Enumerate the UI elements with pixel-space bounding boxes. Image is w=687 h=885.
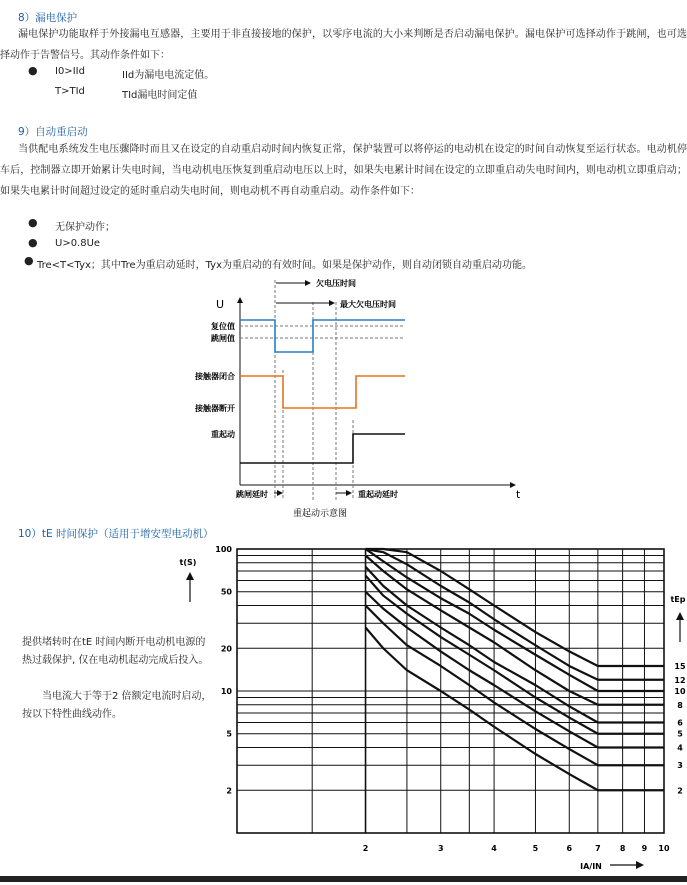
x-tick-label: 9 <box>641 844 648 853</box>
y-tick-label: 20 <box>220 644 232 654</box>
bullet-dot: ● <box>28 236 38 249</box>
bullet-dot: ● <box>24 254 34 267</box>
curve-tep-12 <box>366 549 664 680</box>
sec10-side-text-1: 提供堵转时在tE 时间内断开电动机电源的热过载保护, 仅在电动机起动完成后投入。 <box>22 637 209 666</box>
sec9-heading: 9）自动重启动 <box>18 126 88 138</box>
legend-title: tEp <box>670 595 686 604</box>
sec9-cond1: 无保护动作； <box>55 222 115 233</box>
sec9-cond3: Tre<T<Tyx；其中Tre为重启动延时，Tyx为重启动的有效时间。如果是保护动作，则自动闭锁自动重启动功能。 <box>37 260 533 271</box>
curve-label-3: 3 <box>677 761 683 771</box>
x-axis-title-arrowhead <box>636 861 644 869</box>
max-undervolt-label: 最大欠电压时间 <box>340 300 396 309</box>
diagram-caption: 重起动示意图 <box>292 509 348 519</box>
y-axis-label: U <box>216 298 225 311</box>
curve-label-4: 4 <box>677 743 683 753</box>
x-tick-label: 7 <box>595 844 601 853</box>
y-tick-label: 2 <box>226 786 232 796</box>
x-tick-label: 5 <box>532 844 539 853</box>
voltage-trace <box>240 320 405 352</box>
curve-label-6: 6 <box>677 718 683 728</box>
chart-series <box>366 549 664 790</box>
te-characteristic-chart <box>0 540 687 876</box>
x-axis-label: t <box>516 488 521 501</box>
sec8-cond1: I0>IId <box>55 66 85 77</box>
x-tick-label: 3 <box>437 844 444 853</box>
trip-delay-label: 跳闸延时 <box>236 490 268 499</box>
sec8-cond1-desc: IId为漏电电流定值。 <box>122 70 215 81</box>
restart-trace <box>240 434 405 463</box>
bullet-dot: ● <box>28 64 38 77</box>
x-axis-title: IA/IN <box>580 862 602 871</box>
trip-label: 跳闸值 <box>211 334 235 343</box>
x-tick-label: 6 <box>566 844 573 853</box>
sec9-paragraph: 当供配电系统发生电压骤降时而且又在设定的自动重启动时间内恢复正常，保护装置可以将停运的电动机在设定的时间自动恢复至运行状态。电动机停车后，控制器立即开始累计失电时间，当电动机电压恢复到重启动电压以上时，如果失电累计时间在设定的立即重启动失电时间内，则电动机立即重启动；如果失电累计时间超过设定的延时重启动失电时间，则电动机不再自动重启动。动作条件如下： <box>0 144 687 197</box>
curve-label-2: 2 <box>677 786 683 796</box>
sec8-cond2-desc: TId漏电时间定值 <box>122 90 198 101</box>
x-tick-label: 8 <box>619 844 626 853</box>
curve-label-12: 12 <box>674 675 686 685</box>
x-tick-label: 2 <box>362 844 369 853</box>
y-tick-label: 5 <box>226 729 232 739</box>
contactor-trace <box>240 376 405 408</box>
sec8-heading: 8）漏电保护 <box>18 12 78 24</box>
y-tick-label: 10 <box>220 687 232 696</box>
close-label: 接触器闭合 <box>195 372 235 381</box>
curve-tep-5 <box>366 576 664 734</box>
sec10-heading: 10）tE 时间保护（适用于增安型电动机） <box>18 528 214 540</box>
curve-label-10: 10 <box>674 687 686 696</box>
reset-label: 复位值 <box>211 322 235 331</box>
y-axis-title-arrowhead <box>186 572 194 580</box>
restart-delay-label: 重起动延时 <box>358 490 398 499</box>
curve-label-15: 15 <box>674 661 686 671</box>
x-tick-label: 4 <box>491 844 497 853</box>
undervolt-label: 欠电压时间 <box>316 279 356 288</box>
sec8-paragraph: 漏电保护功能取样于外接漏电互感器，主要用于非直接接地的保护，以零序电流的大小来判断是否启动漏电保护。漏电保护可选择动作于跳闸，也可选择动作于告警信号。其动作条件如下： <box>0 29 687 61</box>
bullet-dot: ● <box>28 216 38 229</box>
open-label: 接触器断开 <box>195 404 235 413</box>
sec10-side-text-2: 当电流大于等于2 倍额定电流时启动，按以下特性曲线动作。 <box>22 691 212 720</box>
curve-label-8: 8 <box>677 700 683 710</box>
curve-label-5: 5 <box>677 729 683 739</box>
restart-label: 重起动 <box>211 430 235 439</box>
y-axis-title: t(S) <box>179 558 197 567</box>
restart-diagram <box>0 270 687 520</box>
y-tick-label: 100 <box>215 545 232 554</box>
page-bottom-bar <box>0 876 687 882</box>
sec8-cond2: T>TId <box>55 86 85 97</box>
y-tick-label: 50 <box>220 587 232 597</box>
x-tick-label: 10 <box>658 844 670 853</box>
legend-title-arrowhead <box>676 612 684 620</box>
sec9-cond2: U>0.8Ue <box>55 238 101 249</box>
